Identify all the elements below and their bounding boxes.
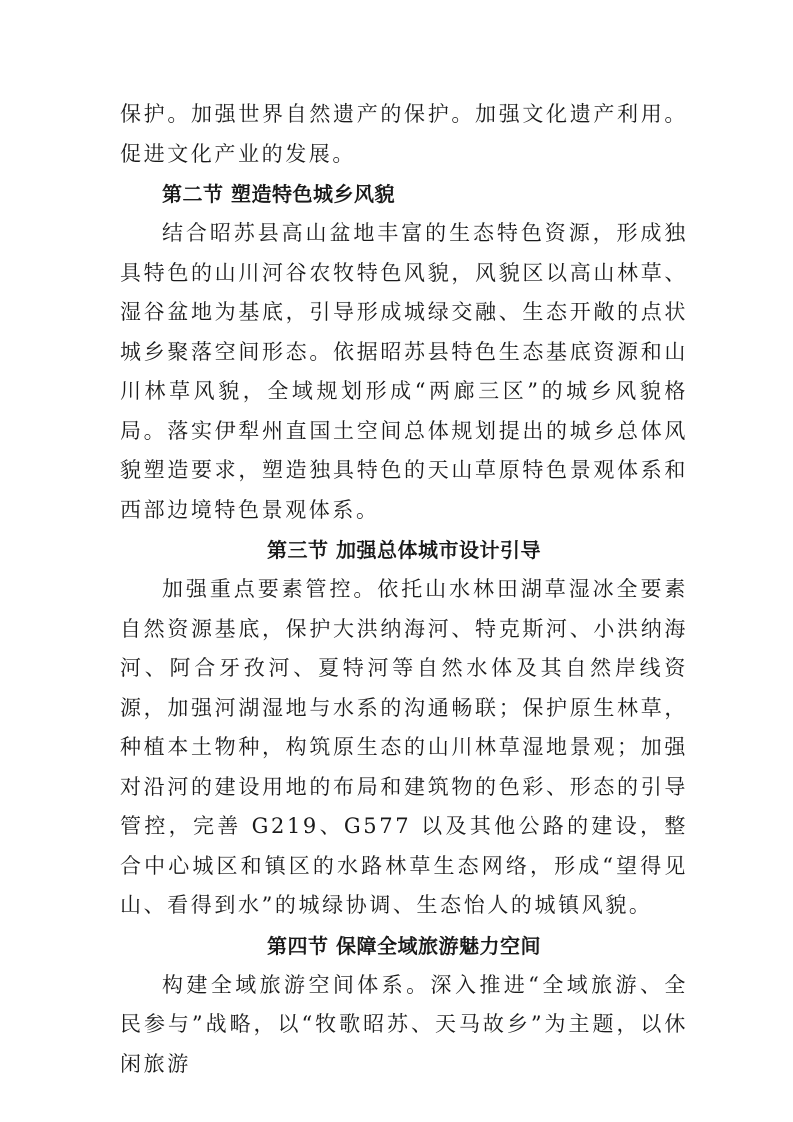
- paragraph-section-2: 结合昭苏县高山盆地丰富的生态特色资源，形成独具特色的山川河谷农牧特色风貌，风貌区以高山林草、湿谷盆地为基底，引导形成城绿交融、生态开敞的点状城乡聚落空间形态。依据昭苏县特色生态基底资源和山川林草风貌，全域规划形成“两廊三区”的城乡风貌格局。落实伊犁州直国土空间总体规划提出的城乡总体风貌塑造要求，塑造独具特色的天山草原特色景观体系和西部边境特色景观体系。: [120, 221, 688, 522]
- paragraph-section-4: 构建全域旅游空间体系。深入推进“全域旅游、全民参与”战略，以“牧歌昭苏、天马故乡”为主题，以休闲旅游: [120, 972, 688, 1076]
- paragraph-continued: 保护。加强世界自然遗产的保护。加强文化遗产利用。促进文化产业的发展。: [120, 102, 688, 166]
- document-body: [120, 95, 688, 1084]
- section-heading-4: 第四节 保障全域旅游魅力空间: [267, 933, 541, 958]
- paragraph-section-3: 加强重点要素管控。依托山水林田湖草湿冰全要素自然资源基底，保护大洪纳海河、特克斯河、小洪纳海河、阿合牙孜河、夏特河等自然水体及其自然岸线资源，加强河湖湿地与水系的沟通畅联；保护原生林草，种植本土物种，构筑原生态的山川林草湿地景观；加强对沿河的建设用地的布局和建筑物的色彩、形态的引导管控，完善 G219、G577 以及其他公路的建设，整合中心城区和镇区的水路林草生态网络，形成“望得见山、看得到水”的城绿协调、生态怡人的城镇风貌。: [120, 577, 688, 917]
- section-heading-2: 第二节 塑造特色城乡风貌: [162, 182, 395, 206]
- section-heading-3: 第三节 加强总体城市设计引导: [267, 538, 541, 562]
